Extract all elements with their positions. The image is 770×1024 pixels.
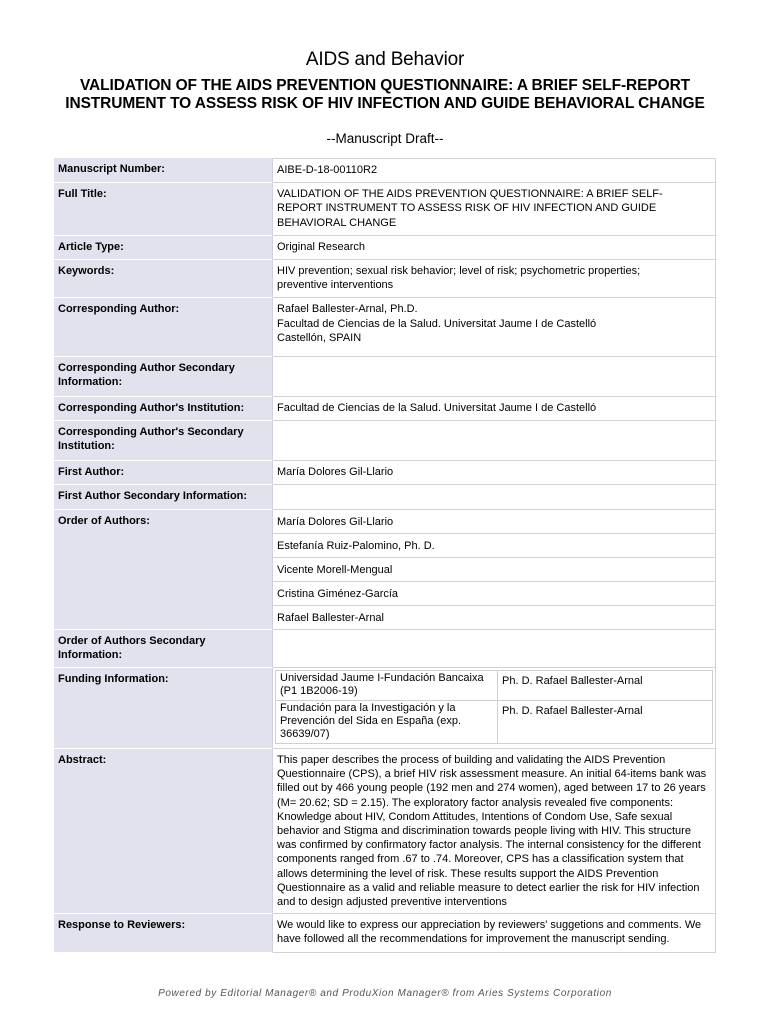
row-first-author xyxy=(54,461,716,485)
label-first-author-secondary: First Author Secondary Information: xyxy=(54,485,273,509)
value-abstract: This paper describes the process of building and validating the AIDS Prevention Questionnaire (CPS), a brief HIV risk assessment measure. An initial 64-items bank was filled out by 466 young people (192 men and 274 women), aged between 17 to 26 years (M= 20.62; SD = 2.15). The exploratory factor analysis revealed five components: Knowledge about HIV, Condom Attitudes, Intentions of Condom Use, Safe sexual behavior and Stigma and discrimination towards people living with HIV. This structure was confirmed by confirmatory factor analysis. The internal consistency for the different components ranged from .67 to .74. Moreover, CPS has a classification system that allows determining the level of risk. These results support the AIDS Prevention Questionnaire as a valid and reliable measure to detect earlier the risk for HIV infection and to design adjusted preventive interventions xyxy=(273,749,716,914)
value-full-title: VALIDATION OF THE AIDS PREVENTION QUESTIONNAIRE: A BRIEF SELF-REPORT INSTRUMENT TO ASSESS RISK OF HIV INFECTION AND GUIDE BEHAVIORAL CHANGE xyxy=(273,183,716,236)
row-keywords xyxy=(54,260,716,298)
manuscript-details-table xyxy=(54,158,716,953)
author-item: Estefanía Ruiz-Palomino, Ph. D. xyxy=(273,534,715,558)
row-response xyxy=(54,914,716,952)
value-first-author-secondary xyxy=(273,485,716,509)
row-corr-secondary-institution xyxy=(54,421,716,461)
value-keywords: HIV prevention; sexual risk behavior; level of risk; psychometric properties; preventive interventions xyxy=(273,260,716,298)
footer-credit: Powered by Editorial Manager® and ProduXion Manager® from Aries Systems Corporation xyxy=(158,988,612,999)
author-item: Cristina Giménez-García xyxy=(273,582,715,606)
label-order-secondary: Order of Authors Secondary Information: xyxy=(54,630,273,668)
row-corresponding-author xyxy=(54,298,716,357)
funding-org: Universidad Jaume I-Fundación Bancaixa (P1 1B2006-19) xyxy=(276,671,498,701)
value-corr-institution: Facultad de Ciencias de la Salud. Universitat Jaume I de Castelló xyxy=(273,397,716,421)
value-corr-secondary-info xyxy=(273,357,716,397)
value-response: We would like to express our appreciation by reviewers' suggetions and comments. We have followed all the recommendations for improvement the manuscript sending. xyxy=(273,914,716,952)
value-manuscript-number: AIBE-D-18-00110R2 xyxy=(273,158,716,183)
draft-label: --Manuscript Draft-- xyxy=(326,131,444,146)
funding-org: Fundación para la Investigación y la Prevención del Sida en España (exp. 36639/07) xyxy=(276,701,498,744)
label-response: Response to Reviewers: xyxy=(54,914,273,952)
row-order-of-authors xyxy=(54,510,716,630)
corr-author-location: Castellón, SPAIN xyxy=(277,331,362,344)
author-item: Rafael Ballester-Arnal xyxy=(277,611,384,624)
value-article-type: Original Research xyxy=(273,236,716,260)
label-article-type: Article Type: xyxy=(54,236,273,260)
funding-entry xyxy=(276,701,713,744)
value-corr-secondary-institution xyxy=(273,421,716,461)
label-abstract: Abstract: xyxy=(54,749,273,914)
label-order-of-authors: Order of Authors: xyxy=(54,510,273,630)
label-corr-secondary-info: Corresponding Author Secondary Information: xyxy=(54,357,273,397)
row-corr-secondary-info xyxy=(54,357,716,397)
label-corr-secondary-institution: Corresponding Author's Secondary Institution: xyxy=(54,421,273,461)
label-first-author: First Author: xyxy=(54,461,273,485)
row-full-title xyxy=(54,183,716,236)
funding-entry xyxy=(276,671,713,701)
value-funding xyxy=(273,668,716,749)
row-manuscript-number xyxy=(54,158,716,183)
journal-title: AIDS and Behavior xyxy=(305,49,465,70)
funding-person: Ph. D. Rafael Ballester-Arnal xyxy=(498,701,713,744)
label-manuscript-number: Manuscript Number: xyxy=(54,158,273,183)
row-article-type xyxy=(54,236,716,260)
funding-person: Ph. D. Rafael Ballester-Arnal xyxy=(498,671,713,701)
row-first-author-secondary xyxy=(54,485,716,509)
row-funding xyxy=(54,668,716,749)
label-funding: Funding Information: xyxy=(54,668,273,749)
value-first-author: María Dolores Gil-Llario xyxy=(273,461,716,485)
label-corr-institution: Corresponding Author's Institution: xyxy=(54,397,273,421)
value-corresponding-author xyxy=(273,298,716,357)
row-corr-institution xyxy=(54,397,716,421)
author-item: Vicente Morell-Mengual xyxy=(273,558,715,582)
label-full-title: Full Title: xyxy=(54,183,273,236)
value-order-of-authors xyxy=(273,510,716,630)
author-item: María Dolores Gil-Llario xyxy=(273,510,715,534)
label-corresponding-author: Corresponding Author: xyxy=(54,298,273,357)
row-abstract xyxy=(54,749,716,914)
label-keywords: Keywords: xyxy=(54,260,273,298)
corr-author-faculty: Facultad de Ciencias de la Salud. Universitat Jaume I de Castelló xyxy=(277,317,597,330)
funding-table xyxy=(275,670,713,744)
manuscript-title: VALIDATION OF THE AIDS PREVENTION QUESTIONNAIRE: A BRIEF SELF-REPORT INSTRUMENT TO ASSESS RISK OF HIV INFECTION AND GUIDE BEHAVIORAL CHANGE xyxy=(65,77,705,112)
value-order-secondary xyxy=(273,630,716,668)
row-order-secondary xyxy=(54,630,716,668)
corr-author-name: Rafael Ballester-Arnal, Ph.D. xyxy=(277,303,418,316)
